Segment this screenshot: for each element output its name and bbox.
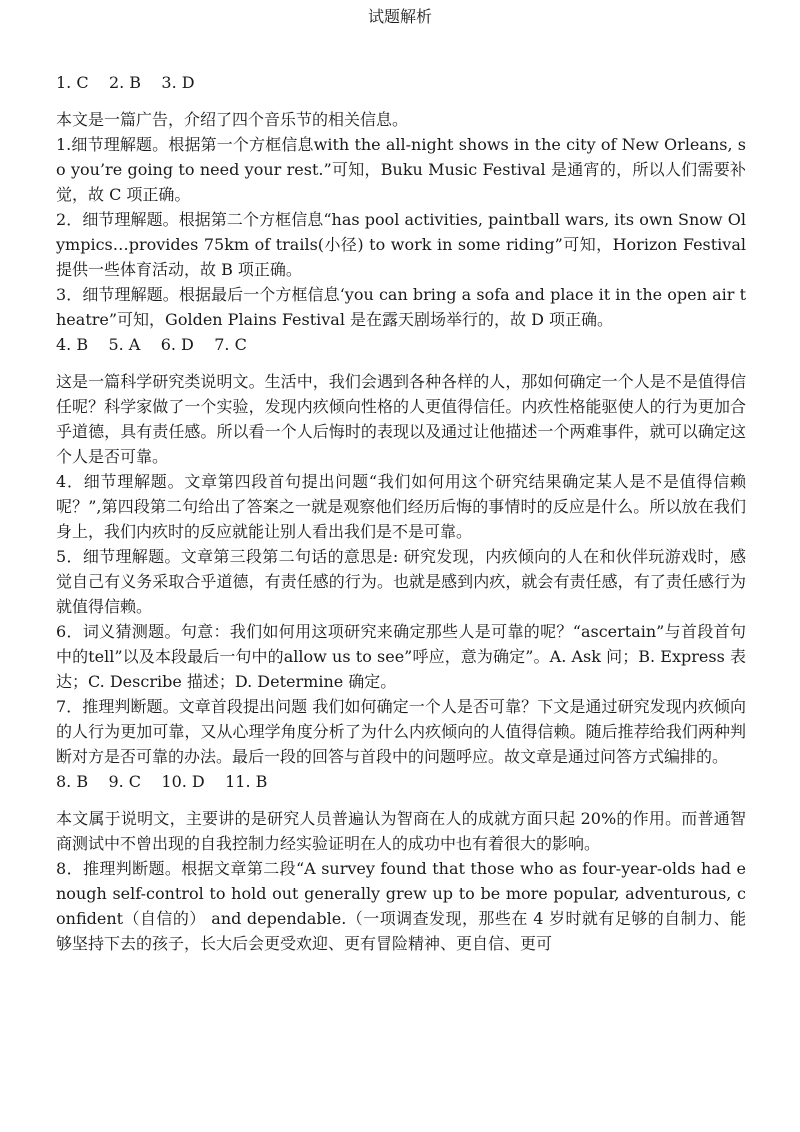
passage-summary-2: 这是一篇科学研究类说明文。生活中，我们会遇到各种各样的人，那如何确定一个人是不是值得信任呢？科学家做了一个实验，发现内疚倾向性格的人更值得信任。内疚性格能驱使人的行为更加合乎道德，具有责任感。所以看一个人后悔时的表现以及通过让他描述一个两难事件，就可以确定这个人是否可靠。 (56, 372, 746, 466)
passage-summary-1: 本文是一篇广告，介绍了四个音乐节的相关信息。 (56, 110, 409, 129)
explanation-q2: 2．细节理解题。根据第二个方框信息“has pool activities, paintball wars, its own Snow Olympics…provides 75km of trails(小径) to work in some riding”可知，Horizon Festival 提供一些体育活动，故 B 项正确。 (56, 210, 746, 279)
answer-key-8-11: 8. B 9. C 10. D 11. B (56, 772, 268, 791)
passage-summary-3: 本文属于说明文，主要讲的是研究人员普遍认为智商在人的成就方面只起 20%的作用。而普通智商测试中不曾出现的自我控制力经实验证明在人的成功中也有着很大的影响。 (56, 809, 746, 853)
explanation-q1: 1.细节理解题。根据第一个方框信息with the all-night shows in the city of New Orleans, so you’re going to need your rest.”可知，Buku Music Festival 是通宵的，所以人们需要补觉，故 C 项正确。 (56, 135, 746, 204)
answer-key-4-7: 4. B 5. A 6. D 7. C (56, 335, 247, 354)
section-3 (56, 769, 746, 956)
explanation-q7: 7．推理判断题。文章首段提出问题 我们如何确定一个人是否可靠？下文是通过研究发现内疚倾向的人行为更加可靠，又从心理学角度分析了为什么内疚倾向的人值得信赖。随后推荐给我们两种判断对方是否可靠的办法。最后一段的回答与首段中的问题呼应。故文章是通过问答方式编排的。 (56, 697, 746, 766)
section-1 (56, 70, 746, 332)
spacer (56, 794, 746, 806)
answer-key-1-3: 1. C 2. B 3. D (56, 73, 195, 92)
section-2 (56, 332, 746, 769)
document-title: 试题解析 (367, 7, 432, 26)
spacer (56, 95, 746, 107)
explanation-q5: 5．细节理解题。文章第三段第二句话的意思是: 研究发现，内疚倾向的人在和伙伴玩游戏时，感觉自己有义务采取合乎道德，有责任感的行为。也就是感到内疚，就会有责任感，有了责任感行为就值得信赖。 (56, 547, 746, 616)
explanation-q6: 6．词义猜测题。句意：我们如何用这项研究来确定那些人是可靠的呢？“ascertain”与首段首句中的tell”以及本段最后一句中的allow us to see”呼应，意为确定”。A. Ask 问；B. Express 表达；C. Describe 描述；D. Determine 确定。 (56, 622, 746, 691)
explanation-q4: 4．细节理解题。文章第四段首句提出问题“我们如何用这个研究结果确定某人是不是值得信赖呢？”,第四段第二句给出了答案之一就是观察他们经历后悔的事情时的反应是什么。所以放在我们身上，我们内疚时的反应就能让别人看出我们是不是可靠。 (56, 472, 746, 541)
explanation-q3: 3．细节理解题。根据最后一个方框信息‘you can bring a sofa and place it in the open air theatre”可知，Golden Plains Festival 是在露天剧场举行的，故 D 项正确。 (56, 285, 746, 329)
spacer (56, 357, 746, 369)
explanation-q8: 8．推理判断题。根据文章第二段“A survey found that those who as four-year-olds had enough self-control to hold out generally grew up to be more popular, adventurous, confident（自信的） and dependable.（一项调查发现，那些在 4 岁时就有足够的自制力、能够坚持下去的孩子，长大后会更受欢迎、更有冒险精神、更自信、更可 (56, 859, 746, 953)
document-body (56, 70, 746, 956)
